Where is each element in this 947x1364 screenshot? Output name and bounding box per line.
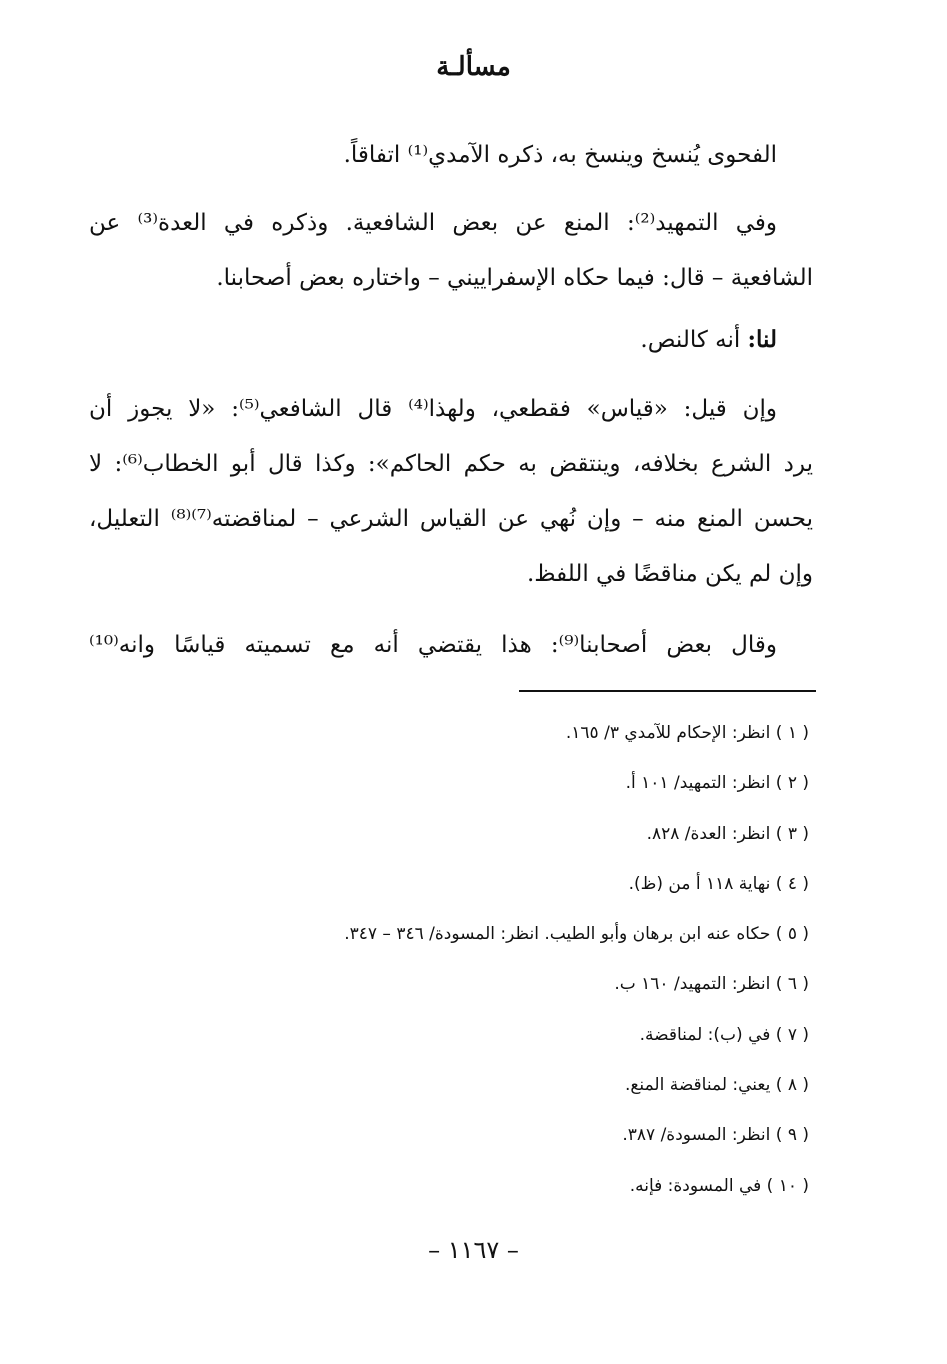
text-line: يحسن المنع منه – وإن نُهي عن القياس الشرعي – لمناقضته⁽⁷⁾⁽⁸⁾ التعليل، (89, 506, 813, 532)
text-line: وقال بعض أصحابنا⁽⁹⁾: هذا يقتضي أنه مع تسميته قياسًا وانه⁽¹⁰⁾ (89, 632, 777, 658)
page-number: – ١١٦٧ – (428, 1236, 519, 1264)
text-fragment: أنه كالنص. (640, 327, 748, 353)
main-text (89, 312, 813, 367)
footnote: ( ٧ ) في (ب): لمناقضة. (639, 1024, 809, 1045)
main-text (89, 618, 813, 673)
text-line: وفي التمهيد⁽²⁾: المنع عن بعض الشافعية. وذكره في العدة⁽³⁾ عن (89, 210, 777, 236)
paragraph-5 (89, 618, 813, 673)
paragraph-2 (89, 196, 813, 306)
paragraph-3 (89, 312, 813, 367)
footnote: ( ٣ ) انظر: العدة/ ٨٢٨. (646, 823, 809, 844)
footnote: ( ٩ ) انظر: المسودة/ ٣٨٧. (622, 1125, 809, 1146)
main-text (89, 382, 813, 602)
footnote: ( ٤ ) نهاية ١١٨ أ من (ظ). (628, 873, 809, 894)
text-line: الشافعية – قال: فيما حكاه الإسفراييني – واختاره بعض أصحابنا. (216, 265, 813, 291)
footnote: ( ١ ) انظر: الإحكام للآمدي ٣/ ١٦٥. (565, 723, 809, 743)
footnote: ( ٨ ) يعني: لمناقضة المنع. (624, 1075, 809, 1096)
lead-word: لنا: (747, 326, 777, 353)
text-line: وإن لم يكن مناقضًا في اللفظ. (526, 561, 813, 587)
footnote: ( ٦ ) انظر: التمهيد/ ١٦٠ ب. (614, 974, 809, 995)
text-line: يرد الشرع بخلافه، وينتقض به حكم الحاكم»: وكذا قال أبو الخطاب⁽⁶⁾: لا (89, 451, 814, 477)
footnote: ( ١٠ ) في المسودة: فإنه. (629, 1175, 809, 1196)
footnotes (109, 708, 809, 1211)
footnote: ( ٥ ) حكاه عنه ابن برهان وأبو الطيب. انظر: المسودة/ ٣٤٦ – ٣٤٧. (344, 924, 809, 945)
footnote: ( ٢ ) انظر: التمهيد/ ١٠١ أ. (625, 773, 809, 794)
footnote-divider (519, 690, 816, 692)
text-line: الفحوى يُنسخ وينسخ به، ذكره الآمدي⁽¹⁾ اتفاقاً. (343, 142, 777, 168)
section-title: مسألـة (436, 52, 511, 82)
text-line (89, 312, 813, 367)
main-text (89, 128, 813, 183)
paragraph-4 (89, 382, 813, 602)
text-line: وإن قيل: «قياس» فقطعي، ولهذا⁽⁴⁾ قال الشافعي⁽⁵⁾: «لا يجوز أن (89, 396, 777, 422)
paragraph-1 (89, 128, 813, 183)
main-text (89, 196, 813, 306)
